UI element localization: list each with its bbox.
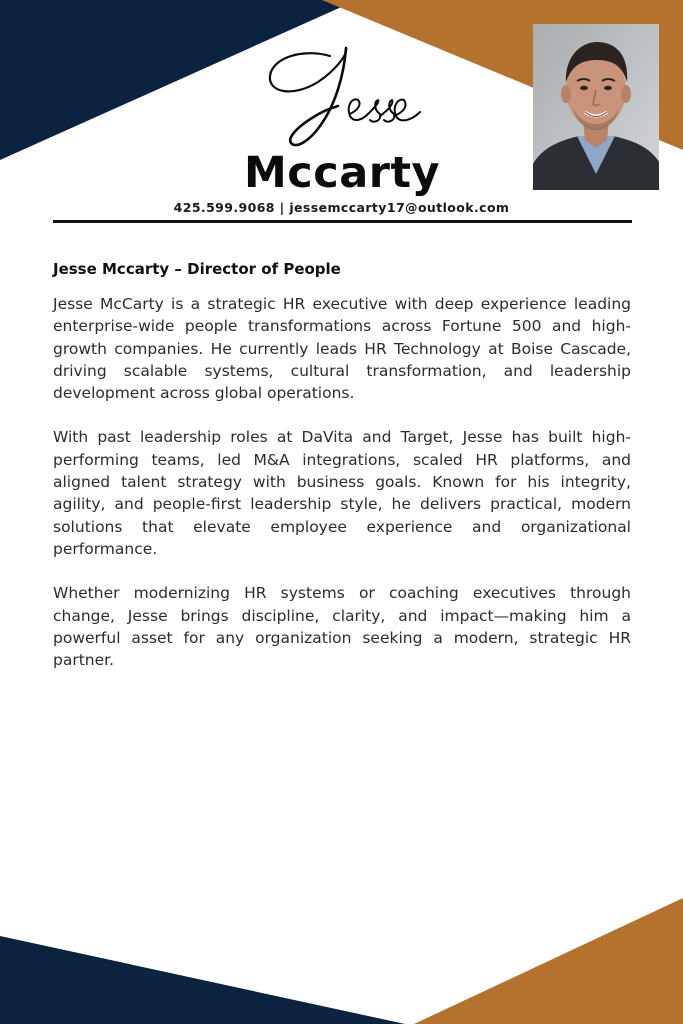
bio-paragraph-1: Jesse McCarty is a strategic HR executive with deep experience leading enterprise-wide people transformations across Fortune 500 and high-growth companies. He currently leads HR Technology at Boise Cascade, driving scalable systems, cultural transformation, and leadership development across global operations. xyxy=(53,295,631,403)
portrait-illustration xyxy=(533,24,659,190)
first-name-script xyxy=(262,34,452,154)
profile-photo xyxy=(533,24,659,190)
bio-paragraph-3: Whether modernizing HR systems or coaching executives through change, Jesse brings discipline, clarity, and impact—making him a powerful asset for any organization seeking a modern, strategic HR partner. xyxy=(53,584,631,670)
bottom-right-copper-shape xyxy=(414,898,683,1024)
bio-content xyxy=(53,258,631,693)
bio-paragraph-2: With past leadership roles at DaVita and Target, Jesse has built high-performing teams, led M&A integrations, scaled HR platforms, and aligned talent strategy with business goals. Known for his integrity, agility, and people-first leadership style, he delivers practical, modern solutions that elevate employee experience and organizational performance. xyxy=(53,428,631,558)
last-name: Mccarty xyxy=(243,148,441,198)
bio-heading: Jesse Mccarty – Director of People xyxy=(53,260,341,278)
header-divider xyxy=(53,220,632,223)
bottom-left-navy-shape xyxy=(0,936,405,1024)
contact-line: 425.599.9068 | jessemccarty17@outlook.com xyxy=(173,200,510,215)
